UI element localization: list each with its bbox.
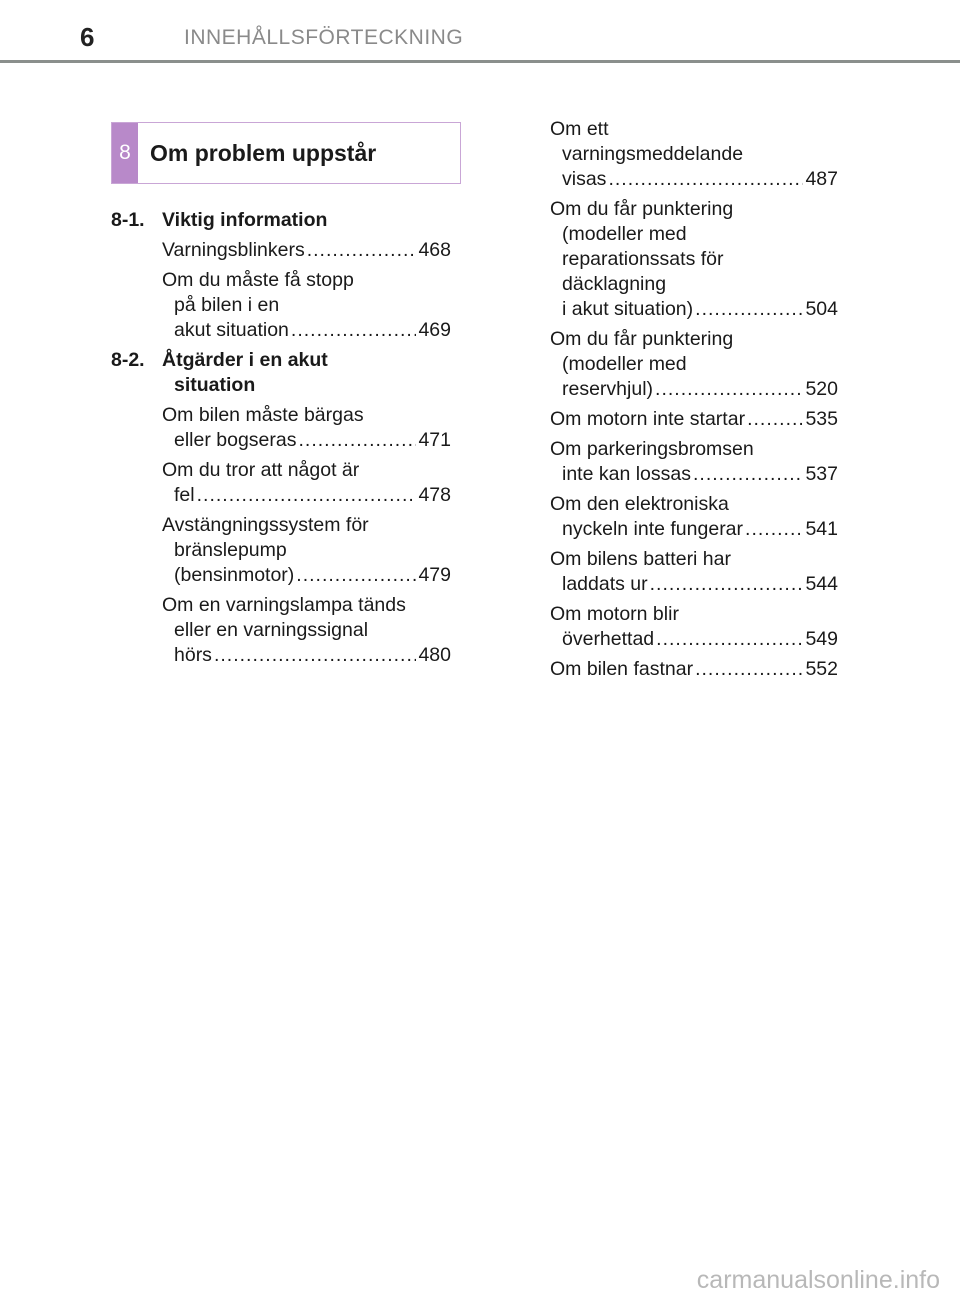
toc-entry-text: inte kan lossas — [562, 463, 691, 485]
toc-entry-text: Om motorn blir — [550, 603, 679, 625]
toc-entry-text: hörs — [174, 644, 212, 666]
toc-entry-line — [162, 483, 451, 508]
toc-entry-line — [550, 572, 838, 597]
toc-entry-text: (modeller med — [562, 353, 687, 375]
toc-entry-text: laddats ur — [562, 573, 648, 595]
toc-entry-line — [550, 517, 838, 542]
toc-entry-text: akut situation — [174, 319, 289, 341]
dot-leader — [296, 563, 416, 588]
toc-entry[interactable] — [550, 197, 838, 322]
toc-entry-line — [162, 428, 451, 453]
toc-entry[interactable] — [550, 492, 838, 542]
toc-entry[interactable] — [162, 403, 451, 453]
toc-entry-text: överhettad — [562, 628, 655, 650]
toc-page-number: 469 — [418, 319, 451, 341]
watermark: carmanualsonline.info — [696, 1266, 940, 1294]
section-number: 8-2. — [111, 349, 145, 371]
section-number: 8-1. — [111, 209, 145, 231]
toc-page-number: 487 — [805, 168, 838, 190]
dot-leader — [291, 318, 417, 343]
toc-entry-text: varningsmeddelande — [562, 143, 744, 165]
toc-entry-text: Om parkeringsbromsen — [550, 438, 754, 460]
toc-page-number: 520 — [805, 378, 838, 400]
toc-entry-line — [162, 238, 451, 263]
dot-leader — [307, 238, 417, 263]
toc-entry-text: Om motorn inte startar — [550, 408, 746, 430]
toc-entry[interactable] — [162, 458, 451, 508]
toc-entry-line — [162, 643, 451, 668]
toc-page-number: 479 — [418, 564, 451, 586]
toc-entry-text: (bensinmotor) — [174, 564, 295, 586]
toc-page-number: 504 — [805, 298, 838, 320]
toc-entry-line — [550, 407, 838, 432]
toc-entry-text: reservhjul) — [562, 378, 654, 400]
toc-page-number: 552 — [805, 658, 838, 680]
toc-entry-text: Avstängningssystem för — [162, 514, 369, 536]
toc-entry[interactable] — [162, 593, 451, 668]
toc-entry[interactable] — [550, 437, 838, 487]
toc-page-number: 544 — [805, 573, 838, 595]
toc-entry-line — [162, 318, 451, 343]
dot-leader — [655, 377, 803, 402]
toc-entry-text: (modeller med — [562, 223, 687, 245]
dot-leader — [693, 462, 803, 487]
toc-entry-text: Om ett — [550, 118, 609, 140]
toc-left-column — [111, 208, 451, 673]
toc-entry-line — [550, 462, 838, 487]
toc-entry-text: Om du får punktering — [550, 328, 734, 350]
toc-entry-text: fel — [174, 484, 195, 506]
toc-entry-text: Om bilen fastnar — [550, 658, 694, 680]
dot-leader — [695, 297, 803, 322]
dot-leader — [197, 483, 417, 508]
toc-page-number: 478 — [418, 484, 451, 506]
dot-leader — [298, 428, 416, 453]
toc-entry-text: Om du måste få stopp — [162, 269, 354, 291]
toc-entry-text: Om du tror att något är — [162, 459, 360, 481]
page-number: 6 — [80, 22, 95, 52]
section-title: Viktig information — [162, 209, 328, 231]
toc-entry-text: Om en varningslampa tänds — [162, 594, 406, 616]
toc-section — [111, 208, 451, 233]
toc-entry[interactable] — [162, 268, 451, 343]
header-rule — [0, 60, 960, 63]
section-title: Åtgärder i en akut — [162, 349, 328, 371]
toc-entry-line — [550, 377, 838, 402]
toc-entry-text: Varningsblinkers — [162, 239, 305, 261]
toc-entry-text: bränslepump — [174, 539, 287, 561]
section-title: situation — [174, 374, 256, 396]
toc-page-number: 541 — [805, 518, 838, 540]
toc-entry-text: Om bilen måste bärgas — [162, 404, 364, 426]
toc-entry-text: Om bilens batteri har — [550, 548, 731, 570]
page-header-title: INNEHÅLLSFÖRTECKNING — [184, 26, 464, 49]
toc-entry[interactable] — [162, 513, 451, 588]
toc-entry[interactable] — [550, 547, 838, 597]
toc-entry-text: på bilen i en — [174, 294, 280, 316]
toc-entry-line — [550, 167, 838, 192]
toc-entry-text: eller bogseras — [174, 429, 297, 451]
toc-page-number: 537 — [805, 463, 838, 485]
chapter-box — [111, 122, 461, 184]
toc-entry-text: Om den elektroniska — [550, 493, 729, 515]
toc-entry[interactable] — [550, 657, 838, 682]
toc-entry-text: visas — [562, 168, 607, 190]
toc-right-column — [550, 117, 838, 687]
toc-entry-text: Om du får punktering — [550, 198, 734, 220]
toc-entry[interactable] — [550, 117, 838, 192]
chapter-number: 8 — [112, 123, 138, 183]
dot-leader — [656, 627, 803, 652]
toc-entry-text: däcklagning — [562, 273, 667, 295]
toc-page-number: 480 — [418, 644, 451, 666]
toc-page-number: 471 — [418, 429, 451, 451]
toc-entry[interactable] — [550, 602, 838, 652]
dot-leader — [608, 167, 803, 192]
toc-entry[interactable] — [550, 327, 838, 402]
toc-page-number: 468 — [418, 239, 451, 261]
toc-entry-text: eller en varningssignal — [174, 619, 369, 641]
toc-entry-text: nyckeln inte fungerar — [562, 518, 744, 540]
chapter-title: Om problem uppstår — [150, 140, 377, 166]
toc-page-number: 549 — [805, 628, 838, 650]
toc-entry-line — [550, 657, 838, 682]
toc-page-number: 535 — [805, 408, 838, 430]
toc-entry-line — [550, 297, 838, 322]
toc-entry-line — [162, 563, 451, 588]
dot-leader — [745, 517, 803, 542]
dot-leader — [747, 407, 803, 432]
toc-entry[interactable] — [550, 407, 838, 432]
toc-section — [111, 348, 451, 398]
toc-entry[interactable] — [162, 238, 451, 263]
toc-entry-text: reparationssats för — [562, 248, 724, 270]
dot-leader — [650, 572, 804, 597]
toc-entry-text: i akut situation) — [562, 298, 694, 320]
dot-leader — [695, 657, 803, 682]
dot-leader — [214, 643, 417, 668]
toc-entry-line — [550, 627, 838, 652]
